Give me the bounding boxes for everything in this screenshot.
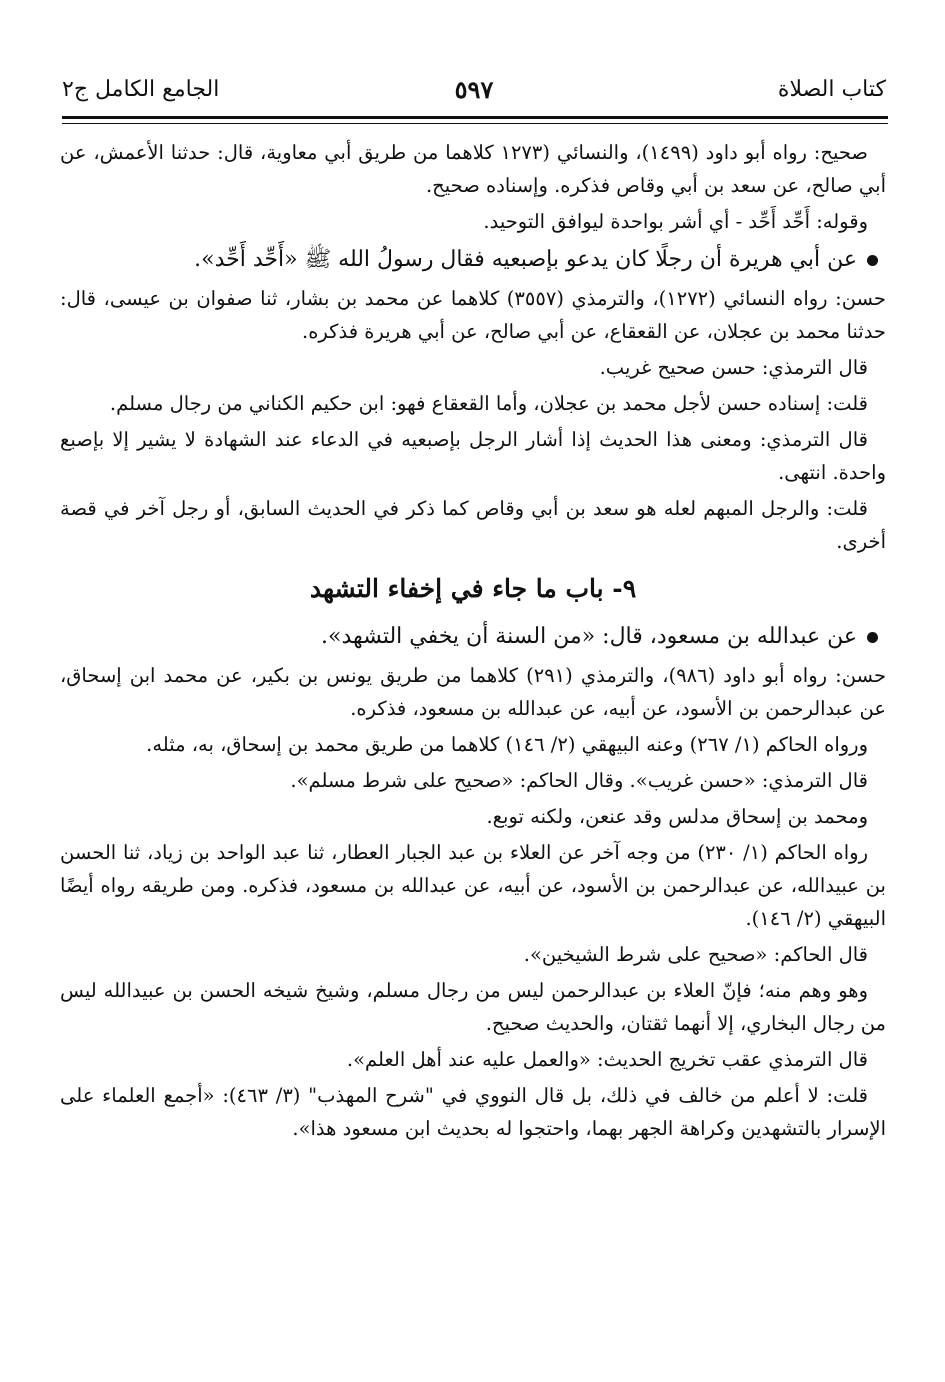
hadith-text (60, 241, 886, 279)
hadith-content: عن أبي هريرة أن رجلًا كان يدعو بإصبعيه فقال رسولُ الله ﷺ «أَحِّد أَحِّد». (194, 247, 857, 272)
paragraph: قلت: لا أعلم من خالف في ذلك، بل قال النووي في "شرح المهذب" (٣/ ٤٦٣): «أجمع العلماء على الإسرار بالتشهدين وكراهة الجهر بهما، واحتجوا له بحديث ابن مسعود هذا». (60, 1084, 886, 1140)
paragraph: حسن: رواه النسائي (١٢٧٢)، والترمذي (٣٥٥٧) كلاهما عن محمد بن بشار، ثنا صفوان بن عيسى، قال: حدثنا محمد بن عجلان، عن القعقاع، عن أبي صالح، عن أبي هريرة فذكره. (60, 287, 886, 343)
page-body (60, 136, 886, 1148)
paragraph: قال الترمذي عقب تخريج الحديث: «والعمل عليه عند أهل العلم». (346, 1048, 868, 1071)
book-title: الجامع الكامل ج٢ (62, 77, 220, 102)
hadith-content: عن عبدالله بن مسعود، قال: «من السنة أن يخفي التشهد». (321, 624, 857, 649)
paragraph: قلت: إسناده حسن لأجل محمد بن عجلان، وأما القعقاع فهو: ابن حكيم الكناني من رجال مسلم. (109, 392, 868, 415)
bullet-icon (867, 255, 878, 266)
paragraph: ورواه الحاكم (١/ ٢٦٧) وعنه البيهقي (٢/ ١٤٦) كلاهما من طريق محمد بن إسحاق، به، مثله. (146, 733, 868, 756)
paragraph: حسن: رواه أبو داود (٩٨٦)، والترمذي (٢٩١) كلاهما من طريق يونس بن بكير، عن محمد ابن إسحاق، عن عبدالرحمن بن الأسود، عن أبيه، عن عبدالله بن مسعود، فذكره. (60, 664, 886, 720)
paragraph: قال الترمذي: حسن صحيح غريب. (599, 356, 868, 379)
book-section-title: كتاب الصلاة (777, 77, 886, 102)
page-number: ٥٩٧ (454, 75, 494, 104)
paragraph: قال الترمذي: ومعنى هذا الحديث إذا أشار الرجل بإصبعيه في الدعاء عند الشهادة لا يشير إلا بإصبع واحدة. انتهى. (60, 428, 886, 484)
paragraph: قال الحاكم: «صحيح على شرط الشيخين». (523, 943, 868, 966)
header-rule-thin (62, 123, 888, 124)
bullet-icon (867, 632, 878, 643)
section-heading: ٩- باب ما جاء في إخفاء التشهد (309, 574, 637, 603)
paragraph: قلت: والرجل المبهم لعله هو سعد بن أبي وقاص كما ذكر في الحديث السابق، أو رجل آخر في قصة أخرى. (60, 497, 886, 553)
header-rule-thick (62, 116, 888, 119)
paragraph: وقوله: أَحِّد أَحِّد - أي أشر بواحدة ليوافق التوحيد. (483, 210, 868, 233)
paragraph: وهو وهم منه؛ فإنّ العلاء بن عبدالرحمن ليس من رجال مسلم، وشيخ شيخه الحسن بن عبيدالله ليس من رجال البخاري، إلا أنهما ثقتان، والحديث صحيح. (60, 979, 886, 1035)
paragraph: رواه الحاكم (١/ ٢٣٠) من وجه آخر عن العلاء بن عبد الجبار العطار، ثنا عبد الواحد بن زياد، ثنا الحسن بن عبيدالله، عن عبدالرحمن بن الأسود، عن أبيه، عن عبدالله بن مسعود، فذكره. ومن طريقه رواه أيضًا البيهقي (٢/ ١٤٦). (60, 841, 886, 930)
paragraph: ومحمد بن إسحاق مدلس وقد عنعن، ولكنه توبع. (486, 805, 868, 828)
paragraph: قال الترمذي: «حسن غريب». وقال الحاكم: «صحيح على شرط مسلم». (290, 769, 868, 792)
paragraph: صحيح: رواه أبو داود (١٤٩٩)، والنسائي (١٢٧٣ كلاهما من طريق أبي معاوية، قال: حدثنا الأعمش، عن أبي صالح، عن سعد بن أبي وقاص فذكره. وإسناده صحيح. (60, 141, 886, 197)
running-header (62, 72, 886, 108)
hadith-text (60, 618, 886, 656)
